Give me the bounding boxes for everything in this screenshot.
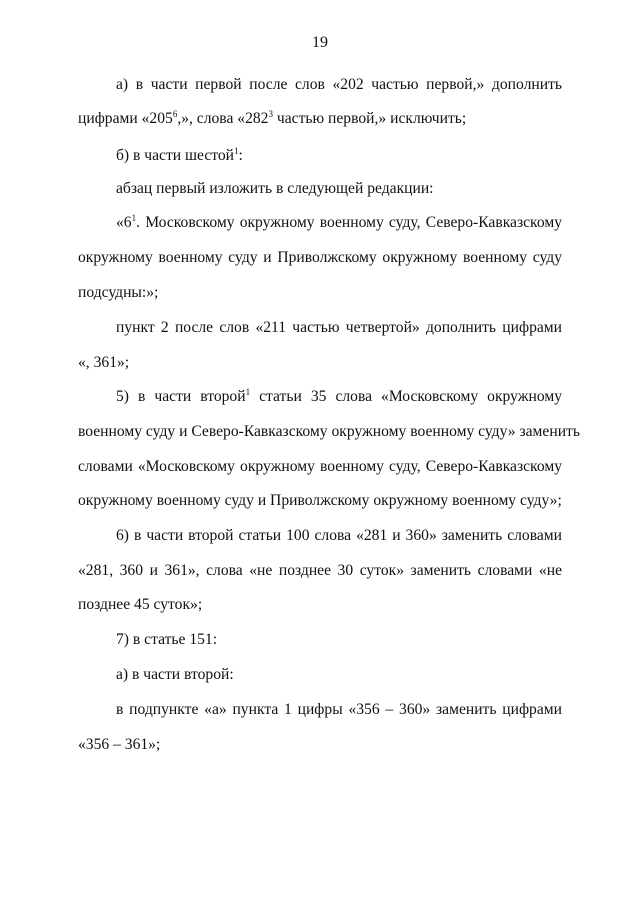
text-line: «, 361»; bbox=[78, 354, 130, 371]
text-line: позднее 45 суток»; bbox=[78, 596, 203, 613]
text-line: «281, 360 и 361», слова «не позднее 30 суток» заменить словами «не bbox=[78, 562, 562, 579]
text-line: 5) в части второй$^1$ статьи 35 слова «Московскому окружному bbox=[116, 387, 562, 405]
text-line: а) в части второй: bbox=[116, 666, 234, 683]
text-line: «356 – 361»; bbox=[78, 736, 161, 753]
text-line: а) в части первой после слов «202 частью первой,» дополнить bbox=[116, 76, 562, 93]
text-line: словами «Московскому окружному военному суду, Северо-Кавказскому bbox=[78, 458, 562, 475]
text-line: абзац первый изложить в следующей редакции: bbox=[116, 180, 434, 197]
text-line: военному суду и Северо-Кавказскому окружному военному суду» заменить bbox=[78, 423, 580, 440]
text-line: пункт 2 после слов «211 частью четвертой» дополнить цифрами bbox=[116, 319, 562, 336]
text-line: «$6^1$. Московскому окружному военному суду, Северо-Кавказскому bbox=[116, 213, 562, 231]
text-line: окружному военному суду и Приволжскому окружному военному суду»; bbox=[78, 492, 562, 509]
text-line: цифрами «$205^6$,», слова «$282^3$ частью первой,» исключить; bbox=[78, 109, 467, 127]
text-line: в подпункте «а» пункта 1 цифры «356 – 360» заменить цифрами bbox=[116, 701, 562, 718]
page-number: 19 bbox=[312, 34, 328, 51]
text-line: 7) в статье 151: bbox=[116, 631, 218, 648]
text-line: 6) в части второй статьи 100 слова «281 и 360» заменить словами bbox=[116, 527, 562, 544]
text-line: подсудны:»; bbox=[78, 284, 159, 301]
text-line: б) в части шестой$^1$: bbox=[116, 146, 243, 164]
text-line: окружному военному суду и Приволжскому окружному военному суду bbox=[78, 249, 562, 266]
